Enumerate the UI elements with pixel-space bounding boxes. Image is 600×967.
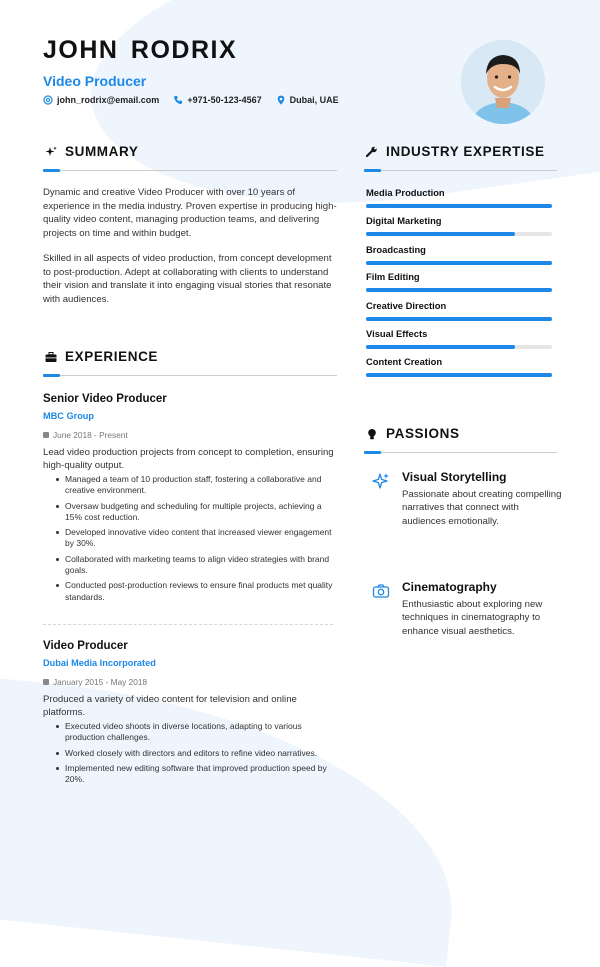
skill-bar-fill [366,204,552,208]
experience-divider [43,375,337,376]
job-1-dates-text: June 2018 - Present [53,430,128,440]
summary-heading [45,144,138,159]
skill-bar [366,317,552,321]
summary-paragraph-1: Dynamic and creative Video Producer with over 10 years of experience in the media industry. Proven expertise in producing high-quality video content, managing production teams, and delivering projects on time and within budget. [43,187,337,239]
skill-item [366,271,552,292]
job-2-dates [43,677,147,687]
phone-icon [173,95,183,105]
list-item: Conducted post-production reviews to ensure final products met quality standards. [43,580,337,602]
camera-icon [372,582,390,600]
skill-bar-fill [366,232,515,236]
skill-label: Visual Effects [366,328,428,339]
skill-item [366,356,552,377]
passion-2-title: Cinematography [402,580,497,594]
skill-bar [366,261,552,265]
experience-heading [45,349,158,364]
passion-2-description: Enthusiastic about exploring new techniques in cinematography to enhance visual aesthetics. [402,599,543,637]
passion-1-description: Passionate about creating compelling narratives that connect with audiences emotionally. [402,489,562,527]
briefcase-icon [45,351,57,363]
skill-bar [366,288,552,292]
list-item: Oversaw budgeting and scheduling for multiple projects, achieving a 15% cost reduction. [43,501,337,523]
skill-bar [366,204,552,208]
summary-divider-accent [43,169,60,172]
job-1-dates [43,430,128,440]
job-1-title: Senior Video Producer [43,393,167,405]
contact-email[interactable] [43,95,159,105]
sparkle-icon [45,146,57,158]
job-1-description: Lead video production projects from concept to completion, ensuring high-quality output. [43,447,334,471]
skill-item [366,244,552,265]
skill-item [366,300,552,321]
skill-bar [366,345,552,349]
experience-divider-accent [43,374,60,377]
list-item: Executed video shoots in diverse locations, adapting to various production challenges. [43,721,337,743]
wrench-icon [366,146,378,158]
skill-label: Film Editing [366,271,420,282]
contact-row [43,95,339,105]
contact-email-text: john_rodrix@email.com [57,95,160,105]
skill-item [366,215,552,236]
skill-bar-fill [366,317,552,321]
job-2-company: Dubai Media Incorporated [43,658,156,668]
skill-label: Content Creation [366,356,443,367]
lightbulb-icon [366,428,378,440]
candidate-name: JOHN RODRIX [43,36,238,64]
skill-label: Digital Marketing [366,215,442,226]
passions-divider [364,452,557,453]
passions-heading [366,426,460,441]
contact-phone[interactable] [173,95,261,105]
contact-location-text: Dubai, UAE [289,95,339,105]
at-icon [43,95,53,105]
job-1-company: MBC Group [43,411,95,421]
contact-phone-text: +971-50-123-4567 [187,95,262,105]
skill-label: Creative Direction [366,300,447,311]
skill-label: Media Production [366,187,445,198]
passion-1-title: Visual Storytelling [402,470,507,484]
summary-heading-text: SUMMARY [65,144,139,159]
list-item: Managed a team of 10 production staff, fostering a collaborative and creative environment. [43,474,337,496]
job-2-bullets [43,721,337,790]
job-2-description: Produced a variety of video content for television and online platforms. [43,694,297,718]
skill-bar-fill [366,261,552,265]
list-item: Developed innovative video content that increased viewer engagement by 30%. [43,527,337,549]
calendar-icon [43,679,49,685]
summary-paragraph-2: Skilled in all aspects of video production, from concept development to post-production. Adept at collaborating with clients to understand their vision and translate it into engaging visual stories that resonate with audiences. [43,253,332,305]
job-2-title: Video Producer [43,640,128,652]
sparkle-icon [372,472,390,490]
skill-label: Broadcasting [366,244,426,255]
skill-item [366,187,552,208]
list-item: Collaborated with marketing teams to align video strategies with brand goals. [43,554,337,576]
expertise-divider [364,170,557,171]
passions-heading-text: PASSIONS [386,426,460,441]
skill-bar [366,232,552,236]
passions-divider-accent [364,451,381,454]
skill-bar-fill [366,373,552,377]
list-item: Implemented new editing software that improved production speed by 20%. [43,763,337,785]
job-separator [43,624,333,625]
profile-photo [461,40,545,124]
skill-bar [366,373,552,377]
candidate-title: Video Producer [43,73,147,89]
expertise-divider-accent [364,169,381,172]
expertise-heading [366,144,545,159]
skill-item [366,328,552,349]
expertise-heading-text: INDUSTRY EXPERTISE [386,144,545,159]
list-item: Worked closely with directors and editors to refine video narratives. [43,748,337,759]
calendar-icon [43,432,49,438]
skill-bar-fill [366,345,515,349]
experience-heading-text: EXPERIENCE [65,349,159,364]
contact-location [276,95,339,105]
location-pin-icon [276,95,286,105]
summary-divider [43,170,337,171]
skill-bar-fill [366,288,552,292]
job-2-dates-text: January 2015 - May 2018 [53,677,148,687]
job-1-bullets [43,474,337,607]
